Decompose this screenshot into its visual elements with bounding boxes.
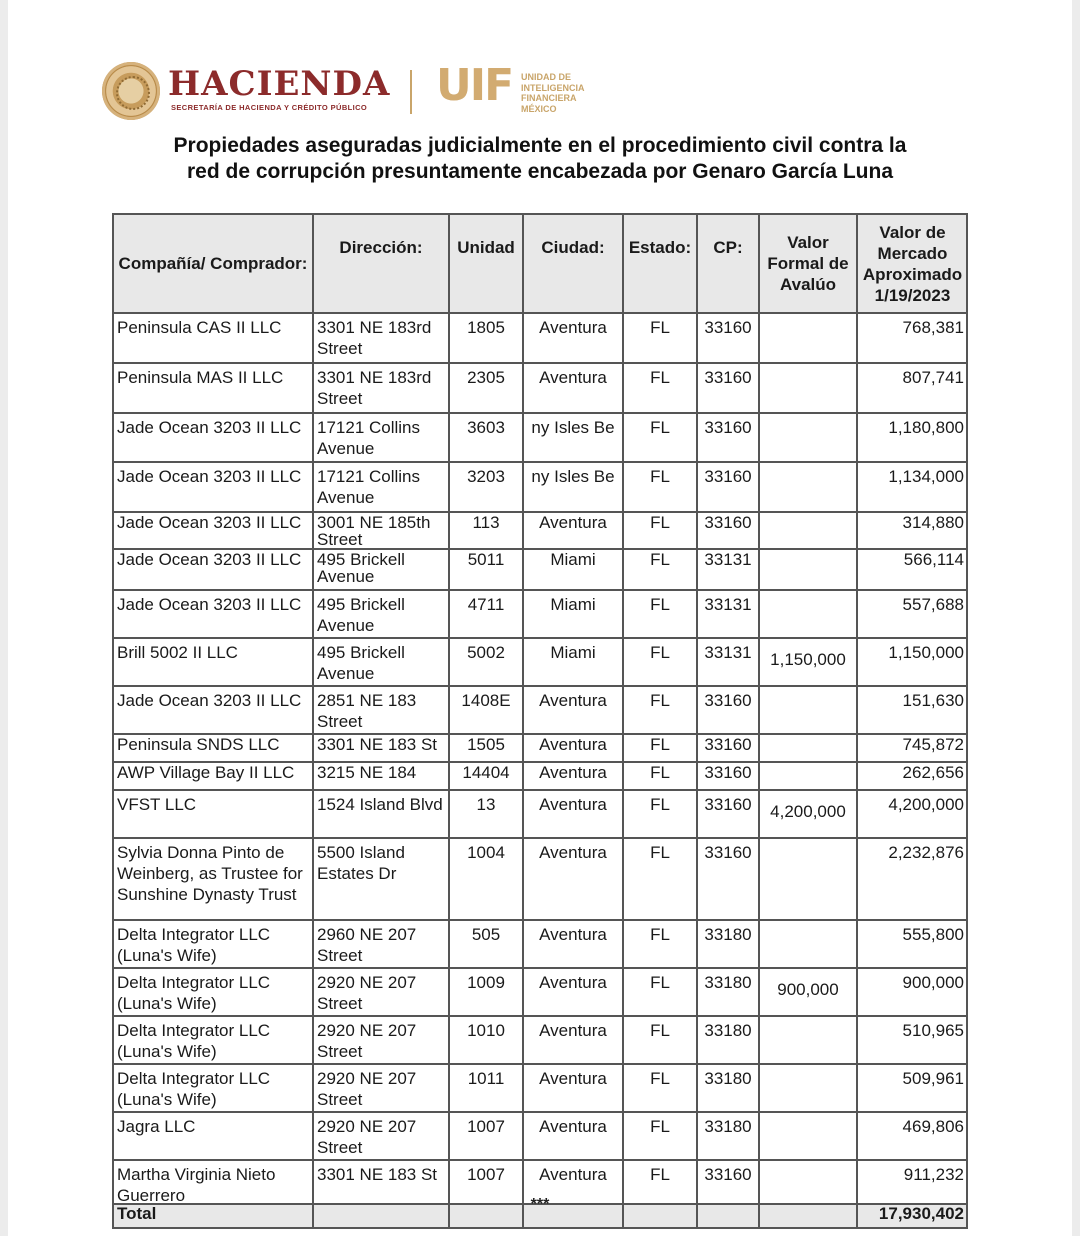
company-cell: Peninsula MAS II LLC [112,364,312,412]
company-cell: VFST LLC [112,791,312,837]
company-cell: AWP Village Bay II LLC [112,763,312,789]
cp-cell: 33160 [696,735,758,761]
cp-cell: 33131 [696,550,758,589]
city-cell: Aventura [522,314,622,362]
address-cell: 2920 NE 207 Street [312,1017,448,1063]
unit-cell: 5011 [448,550,522,589]
state-cell: FL [622,591,696,637]
table-row [112,362,968,412]
formal-value-cell: 1,150,000 [758,639,856,685]
cp-cell: 33160 [696,314,758,362]
cp-cell: 33160 [696,763,758,789]
unit-cell: 1805 [448,314,522,362]
formal-value-cell [758,921,856,967]
state-cell: FL [622,1113,696,1159]
state-cell: FL [622,1065,696,1111]
state-cell: FL [622,463,696,511]
unit-cell: 1011 [448,1065,522,1111]
market-value-cell: 2,232,876 [856,839,968,919]
state-cell: FL [622,921,696,967]
page-frame-right [1071,0,1080,1236]
company-cell: Peninsula CAS II LLC [112,314,312,362]
address-cell: 5500 Island Estates Dr [312,839,448,919]
table-row [112,1015,968,1063]
market-value-cell: 469,806 [856,1113,968,1159]
column-header-cp: CP: [696,215,758,312]
table-row [112,589,968,637]
column-header-company: Compañía/ Comprador: [112,215,312,312]
address-cell: 3215 NE 184 [312,763,448,789]
cp-cell: 33160 [696,1161,758,1203]
formal-value-cell [758,550,856,589]
cp-cell: 33131 [696,639,758,685]
table-row [112,461,968,511]
table-row [112,412,968,461]
table-row [112,548,968,589]
table-row [112,789,968,837]
address-cell: 2920 NE 207 Street [312,1065,448,1111]
state-cell: FL [622,791,696,837]
city-cell: Aventura [522,735,622,761]
company-cell: Brill 5002 II LLC [112,639,312,685]
column-header-state: Estado: [622,215,696,312]
state-cell: FL [622,839,696,919]
address-cell: 495 Brickell Avenue [312,591,448,637]
table-row [112,312,968,362]
formal-value-cell [758,1113,856,1159]
address-cell: 17121 Collins Avenue [312,414,448,461]
market-value-cell: 911,232 [856,1161,968,1203]
formal-value-cell: 900,000 [758,969,856,1015]
address-cell: 2960 NE 207 Street [312,921,448,967]
cp-cell: 33180 [696,1113,758,1159]
city-cell: Miami [522,639,622,685]
address-cell: 2920 NE 207 Street [312,969,448,1015]
state-cell: FL [622,735,696,761]
state-cell: FL [622,969,696,1015]
unit-cell: 1009 [448,969,522,1015]
formal-value-cell [758,463,856,511]
market-value-cell: 555,800 [856,921,968,967]
state-cell: FL [622,1017,696,1063]
city-cell: Aventura [522,839,622,919]
state-cell: FL [622,1161,696,1203]
state-cell: FL [622,550,696,589]
city-cell: Aventura [522,921,622,967]
company-cell: Jade Ocean 3203 II LLC [112,687,312,733]
market-value-cell: 807,741 [856,364,968,412]
market-value-cell: 900,000 [856,969,968,1015]
city-cell: Miami [522,550,622,589]
company-cell: Sylvia Donna Pinto de Weinberg, as Trustee for Sunshine Dynasty Trust [112,839,312,919]
company-cell: Delta Integrator LLC (Luna's Wife) [112,1017,312,1063]
cp-cell: 33160 [696,414,758,461]
city-cell: ny Isles Be [522,463,622,511]
city-cell: Aventura [522,791,622,837]
formal-value-cell [758,364,856,412]
address-cell: 2851 NE 183 Street [312,687,448,733]
state-cell: FL [622,687,696,733]
formal-value-cell [758,735,856,761]
city-cell: Aventura [522,364,622,412]
city-cell: Aventura [522,687,622,733]
table-row [112,637,968,685]
column-header-market-value: Valor de Mercado Aproximado 1/19/2023 [856,215,968,312]
address-cell: 17121 Collins Avenue [312,463,448,511]
table-row [112,761,968,789]
cp-cell: 33160 [696,364,758,412]
address-cell: 3001 NE 185th Street [312,513,448,548]
city-cell: ny Isles Be [522,414,622,461]
cp-cell: 33180 [696,1065,758,1111]
total-label: Total [112,1205,312,1227]
city-cell: Miami [522,591,622,637]
state-cell: FL [622,314,696,362]
address-cell: 3301 NE 183rd Street [312,364,448,412]
address-cell: 3301 NE 183rd Street [312,314,448,362]
market-value-cell: 262,656 [856,763,968,789]
table-row [112,685,968,733]
table-row [112,733,968,761]
market-value-cell: 745,872 [856,735,968,761]
cp-cell: 33160 [696,839,758,919]
address-cell: 495 Brickell Avenue [312,639,448,685]
cp-cell: 33180 [696,1017,758,1063]
state-cell: FL [622,414,696,461]
table-row [112,919,968,967]
unit-cell: 505 [448,921,522,967]
market-value-cell: 510,965 [856,1017,968,1063]
address-cell: 3301 NE 183 St [312,735,448,761]
properties-table [112,213,968,1229]
market-value-cell: 1,180,800 [856,414,968,461]
column-header-city: Ciudad: [522,215,622,312]
column-header-address: Dirección: [312,215,448,312]
formal-value-cell [758,591,856,637]
formal-value-cell [758,1017,856,1063]
market-value-cell: 314,880 [856,513,968,548]
unit-cell: 1505 [448,735,522,761]
cp-cell: 33180 [696,921,758,967]
company-cell: Jade Ocean 3203 II LLC [112,550,312,589]
national-seal-logo [102,62,160,120]
table-row [112,837,968,919]
hacienda-logo-text: HACIENDA [168,64,391,104]
table-header-row [112,213,968,312]
unit-cell: 3203 [448,463,522,511]
unit-cell: 5002 [448,639,522,685]
market-value-cell: 557,688 [856,591,968,637]
table-row [112,511,968,548]
cp-cell: 33160 [696,687,758,733]
column-header-formal-value: Valor Formal de Avalúo [758,215,856,312]
table-row [112,1111,968,1159]
end-of-document-mark: *** [530,1196,550,1213]
company-cell: Jade Ocean 3203 II LLC [112,463,312,511]
city-cell: Aventura [522,513,622,548]
company-cell: Delta Integrator LLC (Luna's Wife) [112,969,312,1015]
city-cell: Aventura [522,1017,622,1063]
hacienda-subtitle: SECRETARÍA DE HACIENDA Y CRÉDITO PÚBLICO [171,103,368,112]
address-cell: 1524 Island Blvd [312,791,448,837]
city-cell: Aventura [522,1113,622,1159]
city-cell: Aventura [522,969,622,1015]
market-value-cell: 151,630 [856,687,968,733]
company-cell: Delta Integrator LLC (Luna's Wife) [112,921,312,967]
uif-logo-text: UNIDAD DE INTELIGENCIA FINANCIERA MÉXICO [521,72,585,114]
market-value-cell: 509,961 [856,1065,968,1111]
company-cell: Jade Ocean 3203 II LLC [112,414,312,461]
cp-cell: 33160 [696,463,758,511]
formal-value-cell [758,314,856,362]
company-cell: Jade Ocean 3203 II LLC [112,513,312,548]
market-value-cell: 1,150,000 [856,639,968,685]
cp-cell: 33180 [696,969,758,1015]
market-value-cell: 1,134,000 [856,463,968,511]
state-cell: FL [622,364,696,412]
company-cell: Delta Integrator LLC (Luna's Wife) [112,1065,312,1111]
header-divider [410,70,412,114]
address-cell: 3301 NE 183 St [312,1161,448,1203]
formal-value-cell [758,839,856,919]
address-cell: 495 Brickell Avenue [312,550,448,589]
company-cell: Peninsula SNDS LLC [112,735,312,761]
market-value-cell: 4,200,000 [856,791,968,837]
unit-cell: 113 [448,513,522,548]
unit-cell: 2305 [448,364,522,412]
document-title: Propiedades aseguradas judicialmente en el procedimiento civil contra la red de corrupción presuntamente encabezada por Genaro García Luna [173,134,907,183]
unit-cell: 1004 [448,839,522,919]
state-cell: FL [622,639,696,685]
unit-cell: 1007 [448,1113,522,1159]
unit-cell: 1010 [448,1017,522,1063]
market-value-cell: 768,381 [856,314,968,362]
column-header-unit: Unidad [448,215,522,312]
table-row [112,967,968,1015]
table-row [112,1063,968,1111]
address-cell: 2920 NE 207 Street [312,1113,448,1159]
uif-logo: UIF [436,60,513,111]
cp-cell: 33160 [696,791,758,837]
unit-cell: 14404 [448,763,522,789]
formal-value-cell [758,414,856,461]
unit-cell: 3603 [448,414,522,461]
cp-cell: 33160 [696,513,758,548]
market-value-cell: 566,114 [856,550,968,589]
cp-cell: 33131 [696,591,758,637]
unit-cell: 1408E [448,687,522,733]
company-cell: Jade Ocean 3203 II LLC [112,591,312,637]
formal-value-cell [758,513,856,548]
state-cell: FL [622,513,696,548]
city-cell: Aventura [522,1065,622,1111]
total-value: 17,930,402 [856,1205,968,1227]
state-cell: FL [622,763,696,789]
formal-value-cell [758,1065,856,1111]
unit-cell: 13 [448,791,522,837]
formal-value-cell: 4,200,000 [758,791,856,837]
company-cell: Jagra LLC [112,1113,312,1159]
formal-value-cell [758,763,856,789]
unit-cell: 4711 [448,591,522,637]
city-cell: Aventura [522,763,622,789]
unit-cell: 1007 [448,1161,522,1203]
city-cell: Aventura [522,1161,622,1203]
company-cell: Martha Virginia Nieto Guerrero [112,1161,312,1203]
formal-value-cell [758,687,856,733]
